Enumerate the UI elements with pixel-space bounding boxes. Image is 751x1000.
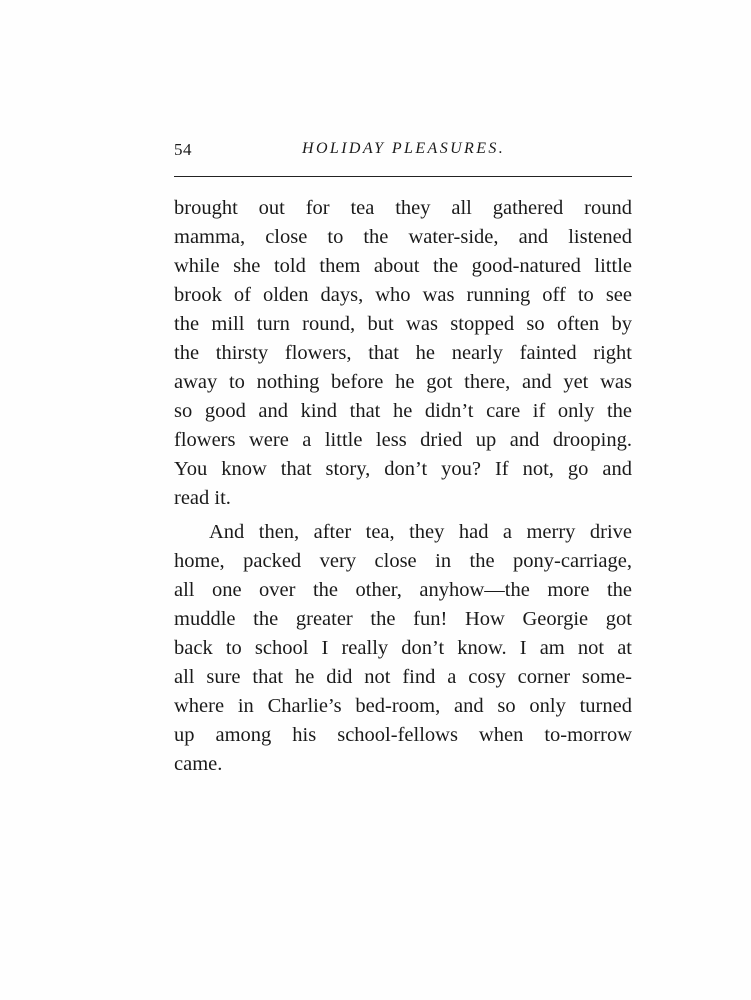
text-line: the thirsty flowers, that he nearly fainted right xyxy=(174,342,632,364)
body-text xyxy=(174,194,632,779)
text-line: all sure that he did not find a cosy corner some- xyxy=(174,666,632,688)
text-line: You know that story, don’t you? If not, go and xyxy=(174,458,632,480)
header-rule xyxy=(174,176,632,177)
text-line: muddle the greater the fun! How Georgie got xyxy=(174,608,632,630)
paragraph xyxy=(174,194,632,513)
text-line: mamma, close to the water-side, and listened xyxy=(174,226,632,248)
text-line: back to school I really don’t know. I am not at xyxy=(174,637,632,659)
text-line: where in Charlie’s bed-room, and so only turned xyxy=(174,695,632,717)
paragraph xyxy=(174,518,632,779)
text-line: brook of olden days, who was running off to see xyxy=(174,284,632,306)
text-line: read it. xyxy=(174,487,231,509)
text-line: home, packed very close in the pony-carriage, xyxy=(174,550,632,572)
text-line: brought out for tea they all gathered round xyxy=(174,197,632,219)
text-line: came. xyxy=(174,753,223,775)
text-line: away to nothing before he got there, and yet was xyxy=(174,371,632,393)
page-header xyxy=(174,140,632,166)
text-line: the mill turn round, but was stopped so often by xyxy=(174,313,632,335)
text-line: And then, after tea, they had a merry drive xyxy=(209,521,632,543)
text-line: so good and kind that he didn’t care if only the xyxy=(174,400,632,422)
text-line: up among his school-fellows when to-morrow xyxy=(174,724,632,746)
text-line: all one over the other, anyhow—the more the xyxy=(174,579,632,601)
text-line: flowers were a little less dried up and drooping. xyxy=(174,429,632,451)
page-number: 54 xyxy=(174,140,192,159)
text-line: while she told them about the good-natured little xyxy=(174,255,632,277)
running-title: HOLIDAY PLEASURES. xyxy=(302,140,506,157)
